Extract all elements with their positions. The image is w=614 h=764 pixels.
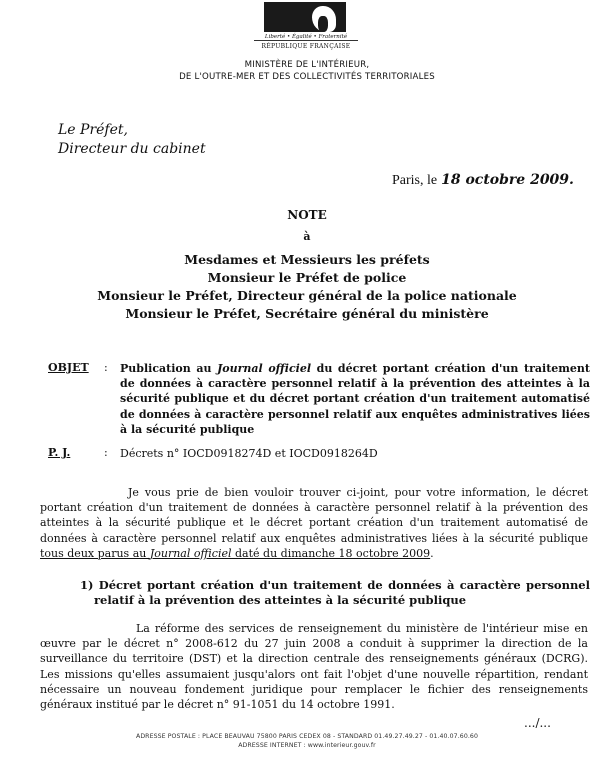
recipient: Mesdames et Messieurs les préfets — [184, 252, 430, 267]
marianne-logo — [252, 2, 358, 52]
continuation-mark: .../... — [524, 716, 551, 730]
date-prefix: Paris, le — [392, 173, 438, 188]
sender-title: Le Préfet, — [58, 122, 128, 138]
section-1-body: La réforme des services de renseignement du ministère de l'intérieur mise en œuvre par le décret n° 2008-612 du 27 juin 2008 a conduit à supprimer la direction de la surveillance du territoire (DST) et la direction centrale des renseignements généraux (DCRG). Les missions qu'elles assumaient jusqu'alors ont fait l'objet d'une nouvelle répartition, rendant nécessaire un nouveau fondement juridique pour remplacer le fichier des renseignements généraux institué par le décret n° 91-1051 du 14 octobre 1991. — [40, 622, 588, 712]
footer-address: ADRESSE POSTALE : PLACE BEAUVAU 75800 PARIS CEDEX 08 - STANDARD 01.49.27.49.27 - 01.40.07.60.60 — [135, 733, 479, 740]
logo-republic: RÉPUBLIQUE FRANÇAISE — [261, 43, 351, 50]
pj-colon: : — [104, 446, 108, 459]
pj-text: Décrets n° IOCD0918274D et IOCD0918264D — [120, 447, 378, 460]
objet-text: Publication au Journal officiel du décret portant création d'un traitement de données à caractère personnel relatif à la prévention des atteintes à la sécurité publique et du décret portant création d'un traitement automatisé de données à caractère personnel relatif aux enquêtes administratives liées à la sécurité publique — [120, 362, 590, 436]
intro-paragraph: Je vous prie de bien vouloir trouver ci-joint, pour votre information, le décret portant création d'un traitement de données à caractère personnel relatif à la prévention des atteintes à la sécurité publique et le décret portant création d'un traitement automatisé de données à caractère personnel relatif aux enquêtes administratives liées à la sécurité publique tous deux parus au Journal officiel daté du dimanche 18 octobre 2009. — [40, 486, 588, 560]
handwritten-date: 18 octobre 2009. — [441, 172, 574, 188]
logo-motto: Liberté • Égalité • Fraternité — [254, 34, 358, 41]
recipient: Monsieur le Préfet, Directeur général de la police nationale — [97, 288, 517, 303]
objet-colon: : — [104, 361, 108, 374]
marianne-emblem-icon — [264, 2, 346, 32]
section-1-title: 1) Décret portant création d'un traitement de données à caractère personnel relatif à la prévention des atteintes à la sécurité publique — [80, 578, 590, 608]
recipient: Monsieur le Préfet, Secrétaire général du ministère — [125, 306, 489, 321]
note-to: à — [303, 230, 311, 243]
objet-label: OBJET — [48, 361, 89, 374]
date-line — [392, 172, 574, 189]
recipient: Monsieur le Préfet de police — [207, 270, 407, 285]
ministry-line-2: DE L'OUTRE-MER ET DES COLLECTIVITÉS TERRITORIALES — [179, 72, 435, 82]
pj-label: P. J. — [48, 446, 71, 459]
ministry-line-1: MINISTÈRE DE L'INTÉRIEUR, — [244, 60, 370, 70]
footer-website: ADRESSE INTERNET : www.interieur.gouv.fr — [238, 742, 376, 749]
sender-subtitle: Directeur du cabinet — [58, 141, 206, 157]
note-title: NOTE — [287, 208, 327, 222]
